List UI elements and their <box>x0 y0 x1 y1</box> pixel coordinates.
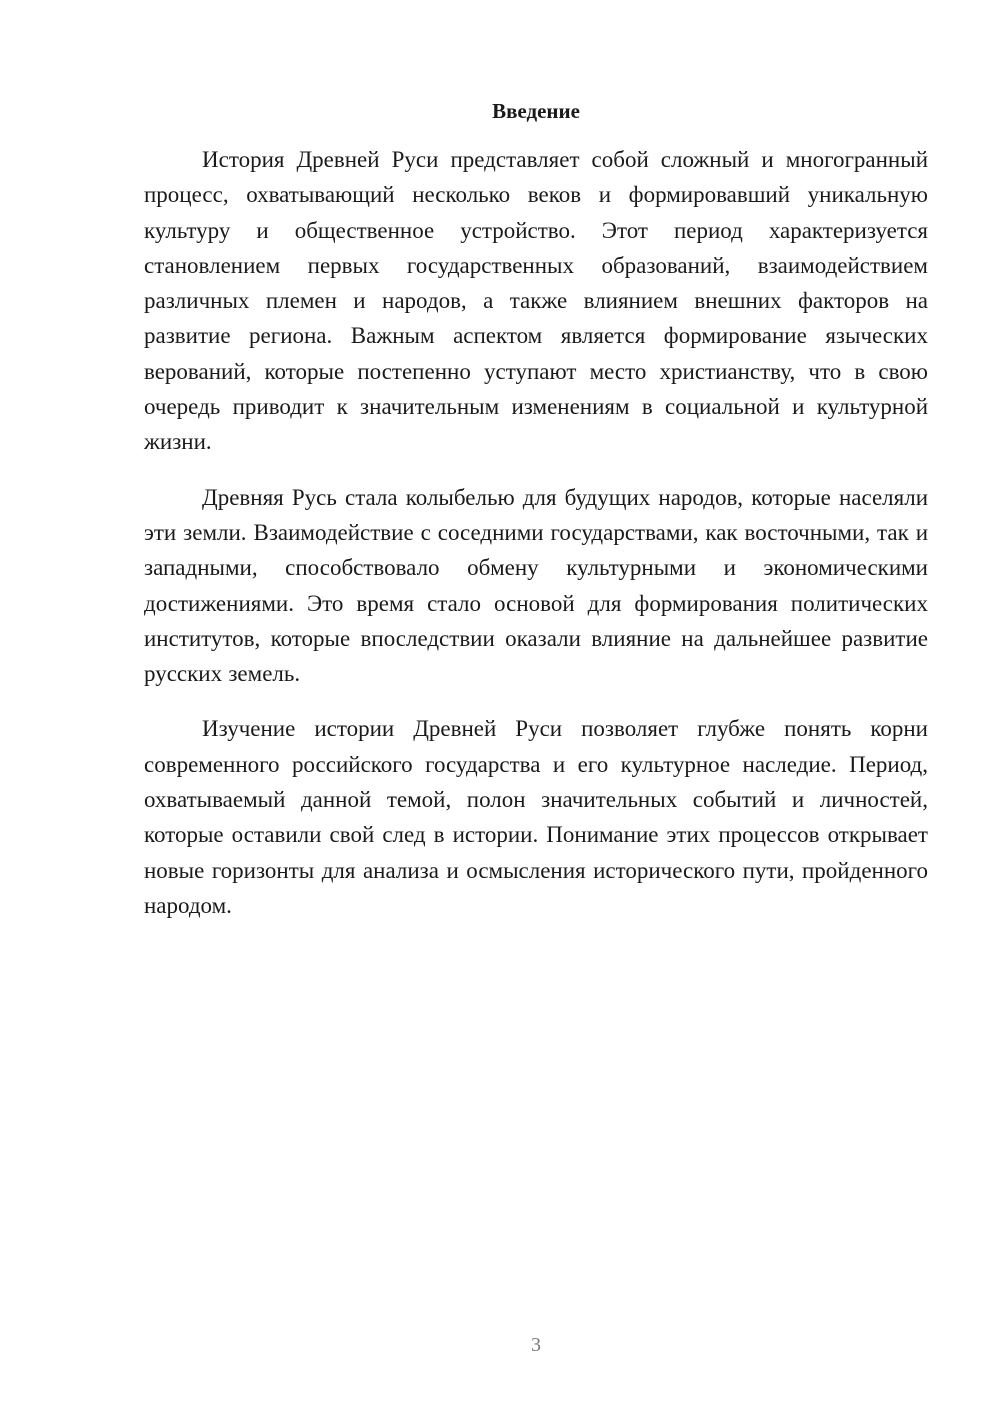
paragraph-2: Древняя Русь стала колыбелью для будущих народов, которые населяли эти земли. Взаимодействие с соседними государствами, как восточными, так и западными, способствовало обмену культурными и экономическими достижениями. Это время стало основой для формирования политических институтов, которые впоследствии оказали влияние на дальнейшее развитие русских земель. <box>144 484 928 687</box>
body-text <box>144 142 928 943</box>
paragraph-1: История Древней Руси представляет собой сложный и многогранный процесс, охватывающий несколько веков и формировавший уникальную культуру и общественное устройство. Этот период характеризуется становлением первых государственных образований, взаимодействием различных племен и народов, а также влиянием внешних факторов на развитие региона. Важным аспектом является формирование языческих верований, которые постепенно уступают место христианству, что в свою очередь приводит к значительным изменениям в социальной и культурной жизни. <box>144 147 928 455</box>
page-number: 3 <box>531 1334 541 1356</box>
section-heading: Введение <box>492 99 580 123</box>
paragraph-3: Изучение истории Древней Руси позволяет глубже понять корни современного российского государства и его культурное наследие. Период, охватываемый данной темой, полон значительных событий и личностей, которые оставили свой след в истории. Понимание этих процессов открывает новые горизонты для анализа и осмысления исторического пути, пройденного народом. <box>144 716 928 918</box>
